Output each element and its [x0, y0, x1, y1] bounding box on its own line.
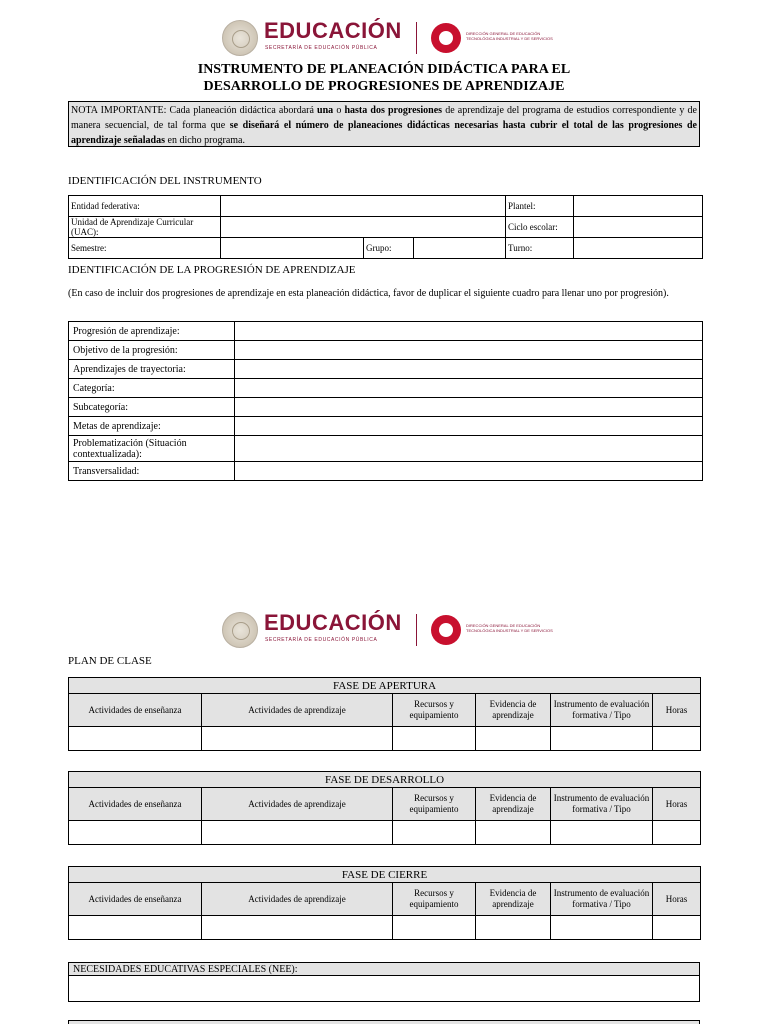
- turno-field[interactable]: [574, 238, 703, 259]
- nee-field[interactable]: [69, 976, 700, 1002]
- dgeti-text: DIRECCIÓN GENERAL DE EDUCACIÓN TECNOLÓGICA INDUSTRIAL Y DE SERVICIOS: [466, 623, 553, 633]
- column-header: Horas: [653, 694, 701, 727]
- progression-row-label: Subcategoría:: [69, 398, 235, 417]
- progression-row-field[interactable]: [235, 379, 703, 398]
- table-cell[interactable]: [476, 821, 551, 845]
- progression-row-field[interactable]: [235, 322, 703, 341]
- table-cell[interactable]: [202, 916, 393, 940]
- section-heading-progression: IDENTIFICACIÓN DE LA PROGRESIÓN DE APRENDIZAJE: [68, 264, 356, 276]
- progression-row-label: Progresión de aprendizaje:: [69, 322, 235, 341]
- column-header: Recursos y equipamiento: [393, 883, 476, 916]
- progression-row-field[interactable]: [235, 417, 703, 436]
- column-header: Actividades de aprendizaje: [202, 694, 393, 727]
- semestre-label: Semestre:: [69, 238, 221, 259]
- plantel-field[interactable]: [574, 196, 703, 217]
- column-header: Recursos y equipamiento: [393, 694, 476, 727]
- nee-table: [68, 962, 700, 1002]
- column-header: Recursos y equipamiento: [393, 788, 476, 821]
- grupo-label: Grupo:: [364, 238, 414, 259]
- column-header: Instrumento de evaluación formativa / Tipo: [551, 694, 653, 727]
- table-cell[interactable]: [202, 727, 393, 751]
- column-header: Actividades de enseñanza: [69, 883, 202, 916]
- logo-separator: [416, 22, 417, 54]
- column-header: Evidencia de aprendizaje: [476, 694, 551, 727]
- progression-row-label: Categoría:: [69, 379, 235, 398]
- grupo-field[interactable]: [414, 238, 506, 259]
- national-seal-icon: [222, 20, 258, 56]
- phase-title: FASE DE DESARROLLO: [69, 772, 701, 788]
- ciclo-label: Ciclo escolar:: [506, 217, 574, 238]
- document-title: INSTRUMENTO DE PLANEACIÓN DIDÁCTICA PARA EL DESARROLLO DE PROGRESIONES DE APRENDIZAJE: [197, 62, 571, 94]
- column-header: Evidencia de aprendizaje: [476, 883, 551, 916]
- table-cell[interactable]: [551, 821, 653, 845]
- column-header: Actividades de enseñanza: [69, 788, 202, 821]
- plantel-label: Plantel:: [506, 196, 574, 217]
- important-note: NOTA IMPORTANTE: Cada planeación didáctica abordará una o hasta dos progresiones de aprendizaje del programa de estudios correspondiente y de manera secuencial, de tal forma que se diseñará el número de planeaciones didácticas necesarias hasta cubrir el total de las progresiones de aprendizaje señaladas en dicho programa.: [68, 101, 700, 147]
- ciclo-field[interactable]: [574, 217, 703, 238]
- column-header: Instrumento de evaluación formativa / Tipo: [551, 883, 653, 916]
- progression-row-field[interactable]: [235, 360, 703, 379]
- progression-row-field[interactable]: [235, 398, 703, 417]
- table-cell[interactable]: [393, 916, 476, 940]
- logo-sep-subtitle: SECRETARÍA DE EDUCACIÓN PÚBLICA: [265, 637, 378, 643]
- phase-table-cierre: [68, 866, 701, 940]
- logo-education-text: EDUCACIÓN: [264, 18, 402, 43]
- logo-sep-subtitle: SECRETARÍA DE EDUCACIÓN PÚBLICA: [265, 45, 378, 51]
- table-cell[interactable]: [202, 821, 393, 845]
- progression-row-label: Objetivo de la progresión:: [69, 341, 235, 360]
- table-cell[interactable]: [69, 821, 202, 845]
- section-heading-identification: IDENTIFICACIÓN DEL INSTRUMENTO: [68, 175, 262, 187]
- table-cell[interactable]: [551, 916, 653, 940]
- turno-label: Turno:: [506, 238, 574, 259]
- column-header: Horas: [653, 883, 701, 916]
- phase-table-apertura: [68, 677, 701, 751]
- progression-instructions: (En caso de incluir dos progresiones de aprendizaje en esta planeación didáctica, favor de duplicar el siguiente cuadro para llenar uno por progresión).: [68, 288, 669, 299]
- national-seal-icon: [222, 612, 258, 648]
- table-cell[interactable]: [653, 727, 701, 751]
- table-cell[interactable]: [393, 727, 476, 751]
- section-heading-plan: PLAN DE CLASE: [68, 655, 152, 667]
- progression-row-label: Problematización (Situación contextualizada):: [69, 436, 235, 462]
- column-header: Actividades de aprendizaje: [202, 788, 393, 821]
- header-logo: [0, 16, 768, 60]
- table-cell[interactable]: [551, 727, 653, 751]
- uac-label: Unidad de Aprendizaje Curricular (UAC):: [69, 217, 221, 238]
- phase-title: FASE DE APERTURA: [69, 678, 701, 694]
- identification-table: [68, 195, 703, 259]
- uac-field[interactable]: [221, 217, 506, 238]
- table-cell[interactable]: [69, 727, 202, 751]
- progression-row-label: Metas de aprendizaje:: [69, 417, 235, 436]
- semestre-field[interactable]: [221, 238, 364, 259]
- table-cell[interactable]: [653, 916, 701, 940]
- entidad-field[interactable]: [221, 196, 506, 217]
- logo-education-text: EDUCACIÓN: [264, 610, 402, 635]
- next-table-edge: [68, 1020, 700, 1024]
- column-header: Actividades de enseñanza: [69, 694, 202, 727]
- table-cell[interactable]: [393, 821, 476, 845]
- progression-row-field[interactable]: [235, 341, 703, 360]
- progression-row-field[interactable]: [235, 436, 703, 462]
- phase-title: FASE DE CIERRE: [69, 867, 701, 883]
- logo-separator: [416, 614, 417, 646]
- progression-row-field[interactable]: [235, 462, 703, 481]
- table-cell[interactable]: [476, 916, 551, 940]
- table-cell[interactable]: [476, 727, 551, 751]
- entidad-label: Entidad federativa:: [69, 196, 221, 217]
- header-logo-page-2: [0, 608, 768, 652]
- dgeti-text: DIRECCIÓN GENERAL DE EDUCACIÓN TECNOLÓGICA INDUSTRIAL Y DE SERVICIOS: [466, 31, 553, 41]
- column-header: Actividades de aprendizaje: [202, 883, 393, 916]
- nee-label: NECESIDADES EDUCATIVAS ESPECIALES (NEE):: [69, 963, 700, 976]
- table-cell[interactable]: [69, 916, 202, 940]
- column-header: Evidencia de aprendizaje: [476, 788, 551, 821]
- progression-row-label: Aprendizajes de trayectoria:: [69, 360, 235, 379]
- column-header: Instrumento de evaluación formativa / Tipo: [551, 788, 653, 821]
- progression-table: [68, 321, 703, 481]
- column-header: Horas: [653, 788, 701, 821]
- progression-row-label: Transversalidad:: [69, 462, 235, 481]
- phase-table-desarrollo: [68, 771, 701, 845]
- table-cell[interactable]: [653, 821, 701, 845]
